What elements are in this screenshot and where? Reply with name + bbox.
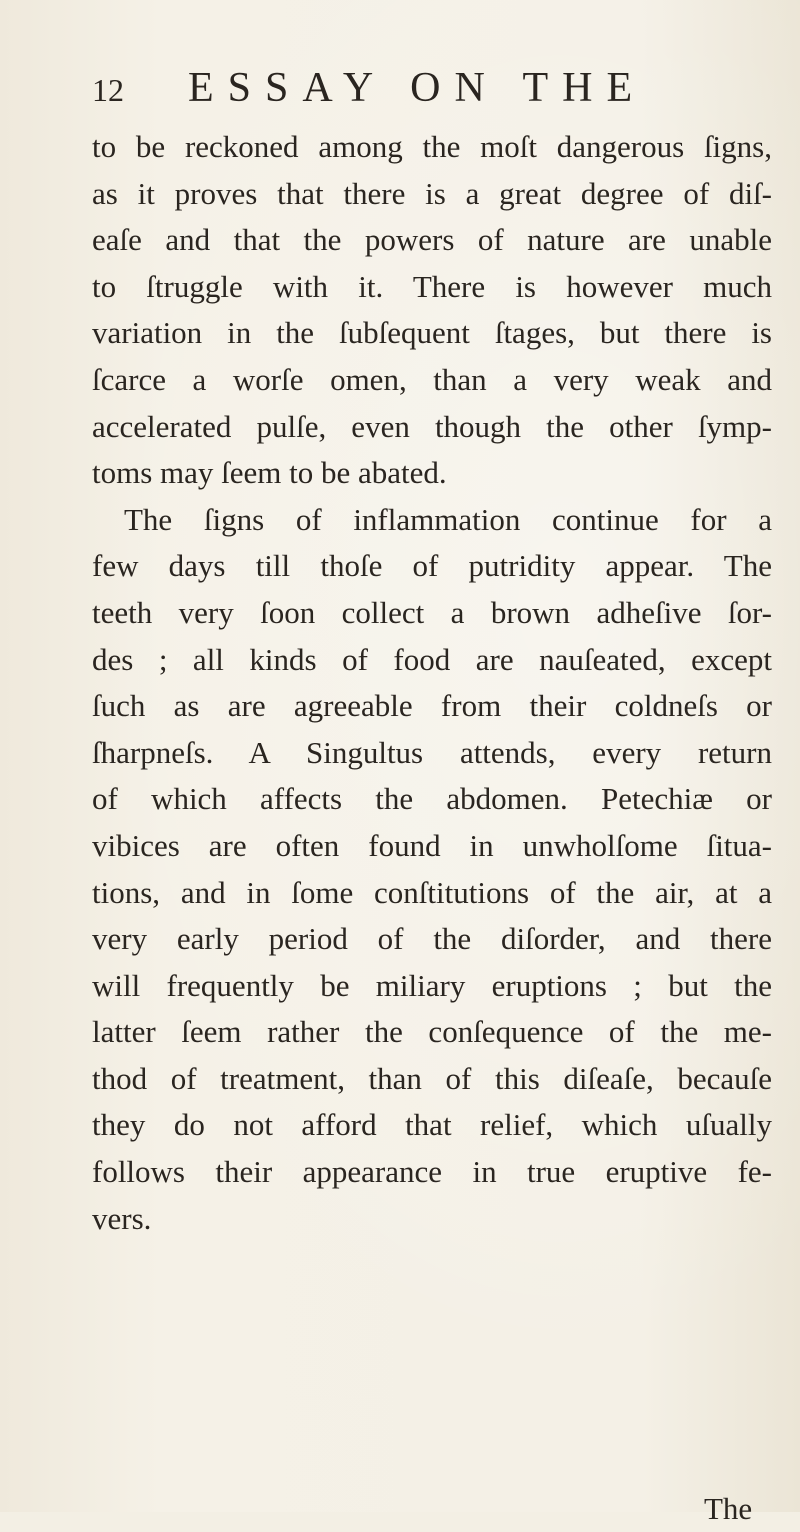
text-line: teeth very ſoon collect a brown adheſive ſor- — [92, 594, 772, 630]
text-line: few days till thoſe of putridity appear. The — [92, 548, 772, 584]
text-line: eaſe and that the powers of nature are unable — [92, 222, 772, 258]
page-header — [92, 64, 646, 112]
text-line: des ; all kinds of food are nauſeated, except — [92, 641, 772, 677]
text-line: as it proves that there is a great degree of diſ- — [92, 175, 772, 211]
text-line: tions, and in ſome conſtitutions of the air, at a — [92, 874, 772, 910]
text-line: latter ſeem rather the conſequence of the me- — [92, 1014, 772, 1050]
text-line: toms may ſeem to be abated. — [92, 455, 447, 491]
text-line: they do not afford that relief, which uſually — [92, 1107, 772, 1143]
text-line: variation in the ſubſequent ſtages, but there is — [92, 315, 772, 351]
text-line: thod of treatment, than of this diſeaſe, becauſe — [92, 1060, 772, 1096]
text-line: of which affects the abdomen. Petechiæ or — [92, 781, 772, 817]
text-line: very early period of the diſorder, and there — [92, 921, 772, 957]
text-line: ſcarce a worſe omen, than a very weak and — [92, 361, 772, 397]
body-text — [92, 124, 772, 1242]
text-line: vers. — [92, 1200, 152, 1236]
text-line: to ſtruggle with it. There is however much — [92, 268, 772, 304]
page-number: 12 — [92, 72, 124, 108]
catchword: The — [704, 1491, 753, 1526]
text-line: accelerated pulſe, even though the other ſymp- — [92, 408, 772, 444]
running-head: ESSAY ON THE — [188, 65, 647, 111]
text-line: vibices are often found in unwholſome ſitua- — [92, 827, 772, 863]
text-line: The ſigns of inflammation continue for a — [124, 501, 772, 537]
text-line: will frequently be miliary eruptions ; but the — [92, 967, 772, 1003]
text-line: ſuch as are agreeable from their coldneſs or — [92, 688, 772, 724]
text-line: follows their appearance in true eruptive fe- — [92, 1154, 772, 1190]
text-line: to be reckoned among the moſt dangerous ſigns, — [92, 129, 772, 164]
text-line: ſharpneſs. A Singultus attends, every return — [92, 734, 772, 770]
